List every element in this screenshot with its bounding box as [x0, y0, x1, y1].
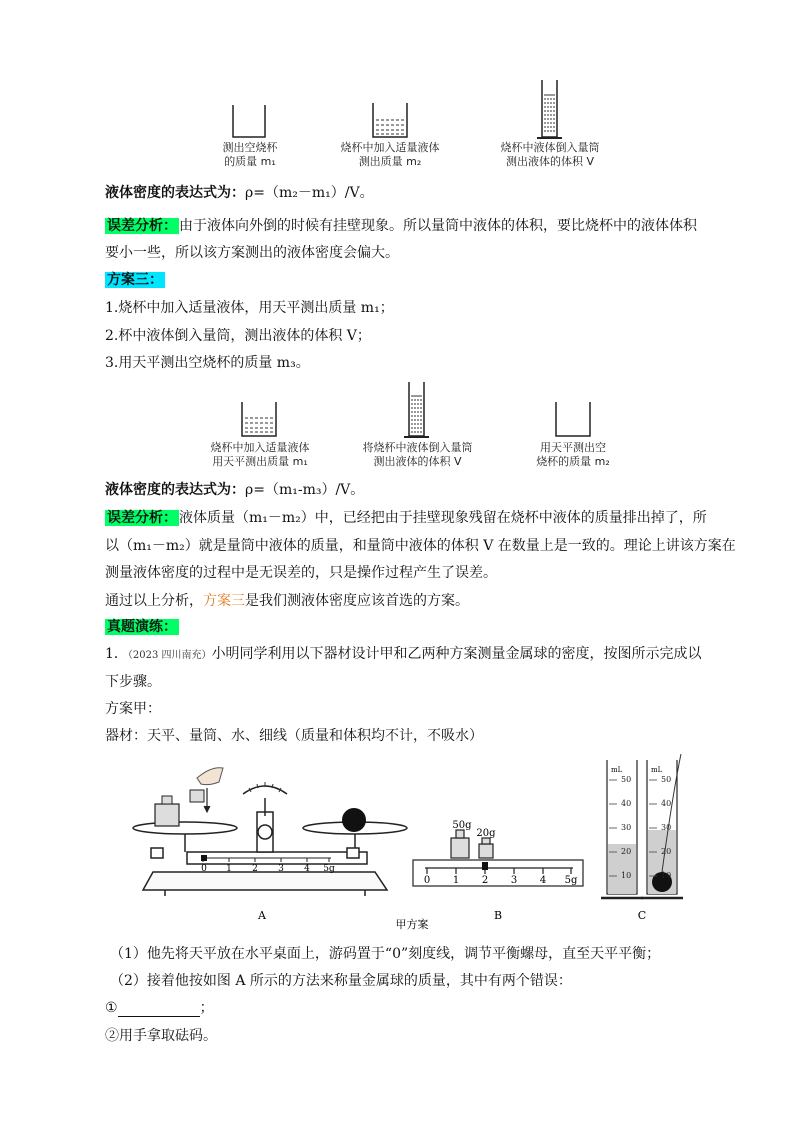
plan-3-step-1: 1.烧杯中加入适量液体，用天平测出质量 m₁； [105, 300, 394, 316]
fig1-caption-1: 测出空烧杯 的质量 m₁ [222, 141, 278, 168]
rider-tick-5: 5g [564, 875, 578, 886]
graduated-cylinder [542, 80, 557, 137]
fig1-caption-3: 烧杯中液体倒入量筒 测出液体的体积 V [500, 141, 600, 168]
balance-a-tick-2: 2 [252, 864, 258, 874]
balance-a-tick-1: 1 [226, 864, 232, 874]
figure-3-drawing [125, 752, 672, 932]
cyl1-tick-30: 30 [621, 823, 632, 832]
practice-tag: 真题演练： [107, 619, 177, 635]
error-analysis-2-text-a: 液体质量（m₁－m₂）中，已经把由于挂壁现象残留在烧杯中液体的质量排出掉了，所 [179, 510, 707, 526]
balance-a [133, 786, 407, 896]
plan-3-heading [105, 271, 165, 289]
fig2-caption-2: 将烧杯中液体倒入量筒 测出液体的体积 V [362, 441, 473, 468]
cyl2-tick-10: 10 [661, 871, 672, 880]
figure-2-drawing [200, 378, 620, 448]
formula-1-label: 液体密度的表达式为： [105, 185, 245, 201]
cylinder-1-unit: mL [611, 766, 623, 774]
error-analysis-1-text-b: 要小一些，所以该方案测出的液体密度会偏大。 [105, 245, 399, 261]
cyl2-tick-20: 20 [661, 847, 672, 856]
figure-label-a: A [258, 909, 266, 922]
step-2: （2）接着他按如图 A 所示的方法来称量金属球的质量，其中有两个错误： [110, 973, 572, 989]
question-number: 1． [105, 646, 128, 662]
cyl1-tick-40: 40 [621, 799, 632, 808]
weight-20g-label: 20g [476, 828, 496, 839]
figure-1-drawing [215, 75, 615, 145]
balance-a-tick-5: 5g [323, 864, 335, 874]
question-1 [105, 645, 702, 665]
empty-beaker-2 [556, 402, 590, 436]
error-analysis-2 [105, 509, 707, 527]
cyl2-tick-40: 40 [661, 799, 672, 808]
error-analysis-2-tag: 误差分析： [107, 510, 177, 526]
rider-tick-1: 1 [452, 875, 460, 886]
plan-a-label: 方案甲： [105, 701, 161, 717]
error-analysis-1-cont [105, 244, 399, 262]
fig2-caption-1: 烧杯中加入适量液体 用天平测出质量 m₁ [210, 441, 310, 468]
conclusion [105, 592, 469, 610]
balance-a-tick-0: 0 [201, 864, 207, 874]
beaker-with-liquid-2 [242, 402, 276, 436]
formula-1-expression: ρ=（m₂－m₁）/V。 [245, 185, 374, 201]
figure-label-b: B [493, 909, 503, 922]
cyl2-tick-30: 30 [661, 823, 672, 832]
conclusion-post: 是我们测液体密度应该首选的方案。 [245, 593, 469, 609]
figure-3 [125, 752, 672, 932]
balance-a-tick-4: 4 [304, 864, 310, 874]
formula-2-expression: ρ=（m₁-m₃）/V。 [245, 482, 365, 498]
plan-3-step-2: 2.杯中液体倒入量筒，测出液体的体积 V； [105, 328, 371, 344]
rider-tick-3: 3 [510, 875, 518, 886]
rider-tick-4: 4 [539, 875, 547, 886]
cyl1-tick-10: 10 [621, 871, 632, 880]
formula-2 [105, 481, 364, 499]
answer-1-blank[interactable] [118, 1002, 200, 1017]
fig1-caption-2: 烧杯中加入适量液体 测出质量 m₂ [340, 141, 440, 168]
figure-1 [215, 75, 615, 175]
conclusion-pre: 通过以上分析， [105, 593, 203, 609]
empty-beaker [233, 105, 265, 137]
error-analysis-2-cont-c: 测量液体密度的过程中是无误差的，只是操作过程产生了误差。 [105, 565, 497, 581]
answer-1-suffix: ； [199, 1000, 214, 1016]
answer-2: ②用手拿取砝码。 [105, 1028, 217, 1044]
error-analysis-1-tag: 误差分析： [107, 218, 177, 234]
conclusion-highlight: 方案三 [203, 593, 245, 609]
formula-2-label: 液体密度的表达式为： [105, 482, 245, 498]
question-1-cont: 下步骤。 [105, 674, 161, 690]
cyl1-tick-50: 50 [621, 775, 632, 784]
figure-3-caption: 甲方案 [395, 918, 429, 931]
answer-1-prefix: ① [105, 1000, 118, 1016]
question-text-a: 小明同学利用以下器材设计甲和乙两种方案测量金属球的密度，按图所示完成以 [211, 646, 702, 662]
practice-heading [105, 618, 179, 636]
cyl2-tick-50: 50 [661, 775, 672, 784]
step-1: （1）他先将天平放在水平桌面上，游码置于“0”刻度线，调节平衡螺母，直至天平平衡； [110, 946, 661, 962]
cylinder-2-unit: mL [651, 766, 663, 774]
metal-ball-a [342, 808, 366, 832]
question-source: （2023 四川南充） [127, 650, 212, 661]
answer-1 [105, 999, 214, 1017]
balance-a-tick-3: 3 [278, 864, 284, 874]
equipment-line: 器材：天平、量筒、水、细线（质量和体积均不计，不吸水） [105, 728, 483, 744]
rider-tick-0: 0 [423, 875, 431, 886]
rider-tick-2: 2 [481, 875, 489, 886]
figure-label-c: C [637, 909, 647, 922]
weight-50g-label: 50g [452, 820, 472, 831]
figure-2 [200, 378, 620, 478]
error-analysis-1 [105, 217, 697, 235]
cyl1-tick-20: 20 [621, 847, 632, 856]
formula-1 [105, 184, 374, 202]
error-analysis-1-text-a: 由于液体向外倒的时候有挂壁现象。所以量筒中液体的体积，要比烧杯中的液体体积 [179, 218, 697, 234]
plan-3-tag: 方案三： [107, 272, 163, 288]
fig2-caption-3: 用天平测出空 烧杯的质量 m₂ [536, 441, 610, 468]
error-analysis-2-cont-b: 以（m₁－m₂）就是量筒中液体的质量，和量筒中液体的体积 V 在数量上是一致的。理论上讲该方案在 [105, 538, 736, 554]
plan-3-step-3: 3.用天平测出空烧杯的质量 m₃。 [105, 355, 310, 371]
